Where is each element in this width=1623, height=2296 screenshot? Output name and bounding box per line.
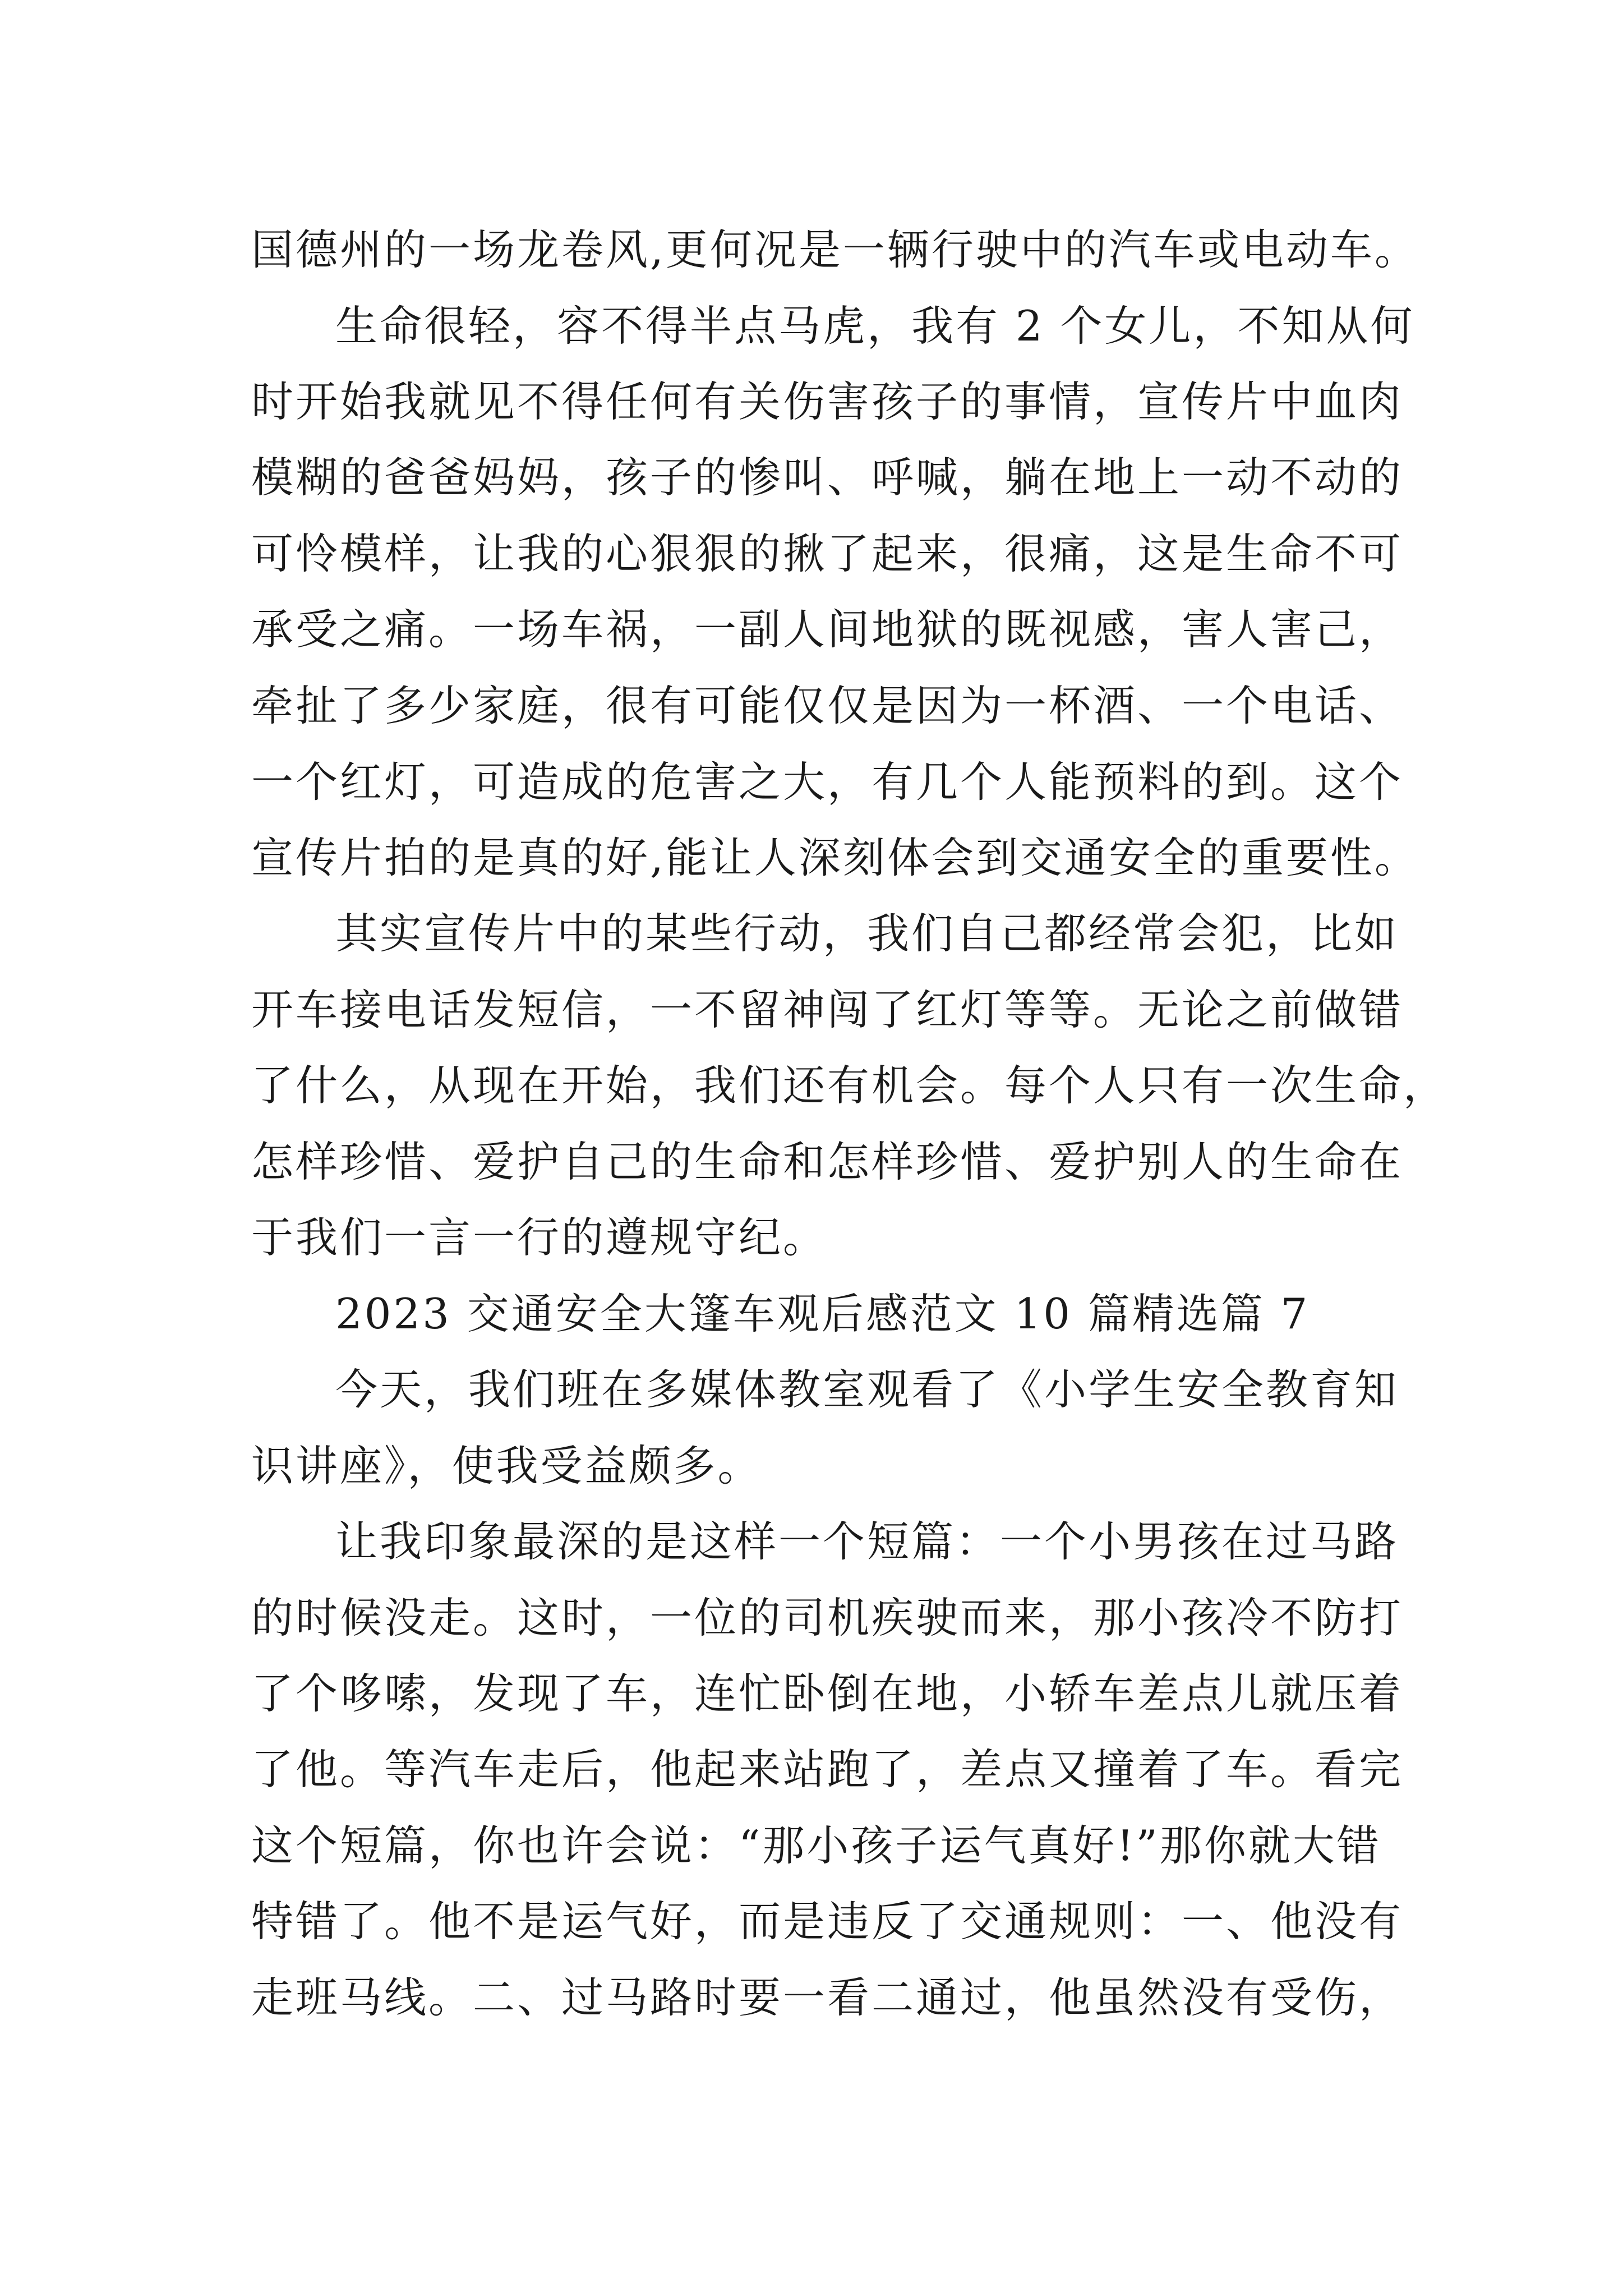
text-line: 怎样珍惜、爱护自己的生命和怎样珍惜、爱护别人的生命在: [251, 1137, 1404, 1186]
text-line: 承受之痛。一场车祸，一副人间地狱的既视感，害人害己，: [251, 605, 1404, 654]
text-line: 牵扯了多少家庭，很有可能仅仅是因为一杯酒、一个电话、: [251, 681, 1404, 730]
text-line: 其实宣传片中的某些行动，我们自己都经常会犯，比如: [335, 909, 1399, 958]
text-line: 一个红灯，可造成的危害之大，有几个人能预料的到。这个: [251, 757, 1404, 807]
text-line: 识讲座》，使我受益颇多。: [251, 1441, 762, 1490]
text-line: 于我们一言一行的遵规守纪。: [251, 1213, 828, 1262]
text-line: 可怜模样，让我的心狠狠的揪了起来，很痛，这是生命不可: [251, 529, 1404, 578]
text-line: 特错了。他不是运气好，而是违反了交通规则：一、他没有: [251, 1897, 1404, 1946]
text-line: 生命很轻，容不得半点马虎，我有 2 个女儿，不知从何: [335, 301, 1415, 351]
text-line: 宣传片拍的是真的好,能让人深刻体会到交通安全的重要性。: [251, 833, 1419, 882]
text-line: 时开始我就见不得任何有关伤害孩子的事情，宣传片中血肉: [251, 377, 1404, 426]
text-line: 让我印象最深的是这样一个短篇：一个小男孩在过马路: [335, 1517, 1399, 1566]
text-line: 了他。等汽车走后，他起来站跑了，差点又撞着了车。看完: [251, 1745, 1404, 1794]
text-line: 模糊的爸爸妈妈，孩子的惨叫、呼喊，躺在地上一动不动的: [251, 453, 1404, 502]
text-line: 这个短篇，你也许会说：“那小孩子运气真好!”那你就大错: [251, 1821, 1381, 1870]
section-heading: 2023 交通安全大篷车观后感范文 10 篇精选篇 7: [335, 1289, 1310, 1338]
text-line: 走班马线。二、过马路时要一看二通过，他虽然没有受伤，: [251, 1973, 1404, 2022]
text-line: 今天，我们班在多媒体教室观看了《小学生安全教育知: [335, 1365, 1399, 1414]
text-line: 开车接电话发短信，一不留神闯了红灯等等。无论之前做错: [251, 985, 1404, 1034]
text-line: 了什么，从现在开始，我们还有机会。每个人只有一次生命，: [251, 1061, 1448, 1110]
text-line: 的时候没走。这时，一位的司机疾驶而来，那小孩冷不防打: [251, 1593, 1404, 1642]
text-line: 了个哆嗦，发现了车，连忙卧倒在地，小轿车差点儿就压着: [251, 1669, 1404, 1718]
text-line: 国德州的一场龙卷风,更何况是一辆行驶中的汽车或电动车。: [251, 225, 1419, 274]
